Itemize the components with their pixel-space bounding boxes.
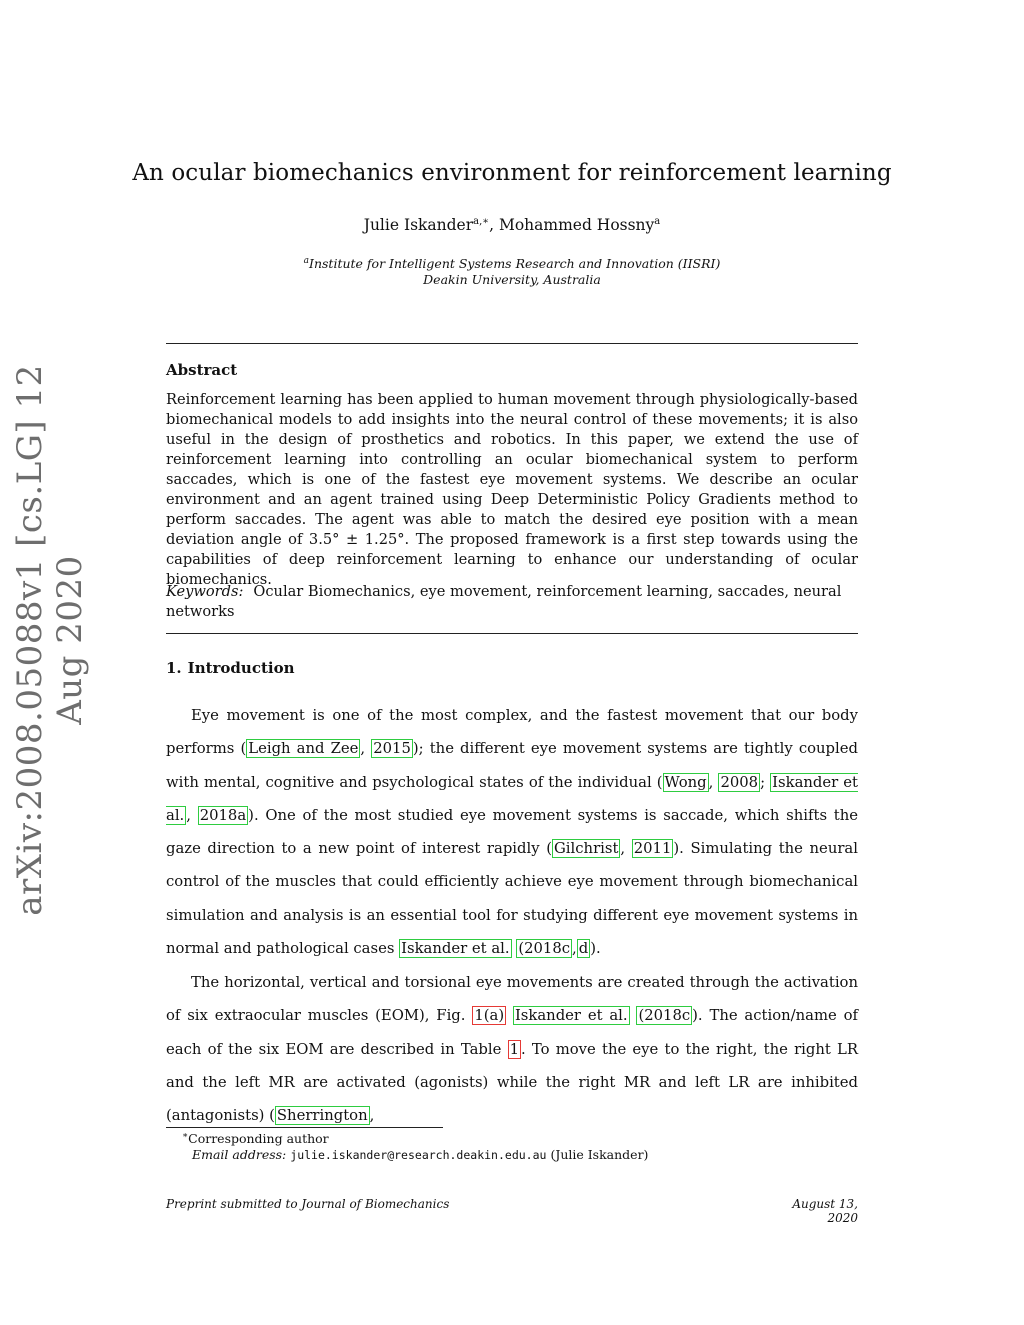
affiliation-line-2: Deakin University, Australia xyxy=(423,272,601,288)
abstract-bottom-rule xyxy=(166,633,858,634)
email-address[interactable]: julie.iskander@research.deakin.edu.au xyxy=(290,1148,547,1162)
footnote-mark: ∗ xyxy=(182,1131,189,1141)
citation-link[interactable]: (2018c xyxy=(638,1007,691,1025)
citation-link[interactable]: (2018c xyxy=(518,940,571,958)
citation-link[interactable]: Iskander et al. xyxy=(401,940,510,958)
table-ref-link[interactable]: 1 xyxy=(509,1040,520,1058)
body-text: Eye movement is one of the most complex, and the fastest movement that our body performs ( xyxy=(166,707,858,758)
email-owner: (Julie Iskander) xyxy=(550,1147,649,1162)
footer-preprint-note: Preprint submitted to Journal of Biomechanics xyxy=(166,1197,450,1211)
section-title: Introduction xyxy=(187,659,295,677)
footnote-corresponding xyxy=(182,1131,329,1146)
body-text: , xyxy=(620,840,632,858)
affil-mark: a xyxy=(303,256,310,266)
author-affil-mark: a,∗ xyxy=(473,216,490,227)
footer-date: August 13, 2020 xyxy=(792,1197,858,1225)
abstract-top-rule xyxy=(166,343,858,344)
body-text: ; xyxy=(760,773,771,791)
citation-link[interactable]: 2015 xyxy=(373,740,411,758)
footnote-email xyxy=(192,1147,648,1162)
body-text: , xyxy=(360,740,372,758)
body-text: ); the different eye movement systems are tightly coupled with mental, cognitive and psychological states of the individual ( xyxy=(166,740,858,791)
author-affil-mark: a xyxy=(654,216,661,227)
figure-ref-link[interactable]: 1(a) xyxy=(474,1007,505,1025)
intro-paragraph-2 xyxy=(166,966,858,1132)
body-text: , xyxy=(572,940,577,958)
body-text: ). Simulating the neural control of the muscles that could efficiently achieve eye movement through biomechanical simulation and analysis is an essential tool for studying different eye movement systems in normal and pathological cases xyxy=(166,840,858,958)
citation-link[interactable]: 2008 xyxy=(720,773,759,791)
intro-paragraph-1 xyxy=(166,699,858,965)
body-text: , xyxy=(708,773,719,791)
affiliation-line-1: Institute for Intelligent Systems Research and Innovation (IISRI) xyxy=(309,256,721,272)
abstract-heading: Abstract xyxy=(166,361,238,379)
section-number: 1. xyxy=(166,659,182,677)
body-text: . To move the eye to the right, the right LR and the left MR are activated (agonists) while the right MR and left LR are inhibited (antagonists) ( xyxy=(166,1040,858,1125)
keywords-list: Ocular Biomechanics, eye movement, reinforcement learning, saccades, neural networks xyxy=(166,583,842,620)
body-text: ). One of the most studied eye movement systems is saccade, which shifts the gaze direction to a new point of interest rapidly ( xyxy=(166,806,858,858)
citation-link[interactable]: Iskander et al. xyxy=(514,1007,628,1025)
footnote-text: Corresponding author xyxy=(188,1131,329,1147)
body-text: The horizontal, vertical and torsional eye movements are created through the activation of six extraocular muscles (EOM), Fig. xyxy=(166,974,858,1025)
keywords xyxy=(166,582,858,622)
abstract-text: Reinforcement learning has been applied to human movement through physiologically-based biomechanical models to add insights into the neural control of these movements; it is also useful in the design of prosthetics and robotics. In this paper, we extend the use of reinforcement learning into controlling an ocular biomechanical system to perform saccades, which is one of the fastest eye movement systems. We describe an ocular environment and an agent trained using Deep Deterministic Policy Gradients method to perform saccades. The agent was able to match the desired eye position with a mean deviation angle of 3.5° ± 1.25°. The proposed framework is a first step towards using the capabilities of deep reinforcement learning to enhance our understanding of ocular biomechanics. xyxy=(166,391,858,588)
arxiv-identifier: arXiv:2008.05088v1 [cs.LG] 12 Aug 2020 xyxy=(10,364,90,916)
footnote-rule xyxy=(166,1127,443,1128)
body-text: ). The action/name of each of the six EOM are described in Table xyxy=(166,1007,858,1058)
citation-link[interactable]: d xyxy=(578,940,589,958)
author-name: Julie Iskander xyxy=(363,216,474,235)
section-heading xyxy=(166,659,295,677)
citation-link[interactable]: Gilchrist xyxy=(553,840,619,858)
body-text: , xyxy=(369,1107,375,1125)
author-separator: , xyxy=(489,216,499,235)
body-text: , xyxy=(186,806,198,824)
author-list xyxy=(0,216,1024,234)
keywords-label: Keywords: xyxy=(166,583,244,600)
email-label: Email address: xyxy=(192,1147,287,1162)
paper-title: An ocular biomechanics environment for reinforcement learning xyxy=(132,160,892,186)
citation-link[interactable]: Leigh and Zee xyxy=(248,740,359,758)
affiliation xyxy=(0,253,1024,288)
citation-link[interactable]: 2011 xyxy=(633,840,672,858)
body-text xyxy=(506,1007,513,1024)
citation-link[interactable]: Wong xyxy=(664,773,707,791)
author-name: Mohammed Hossny xyxy=(498,216,655,235)
citation-link[interactable]: 2018a xyxy=(199,806,247,824)
citation-link[interactable]: Sherrington xyxy=(276,1107,368,1125)
body-text: ). xyxy=(590,940,601,958)
citation-link[interactable]: Iskander et al. xyxy=(166,773,858,824)
